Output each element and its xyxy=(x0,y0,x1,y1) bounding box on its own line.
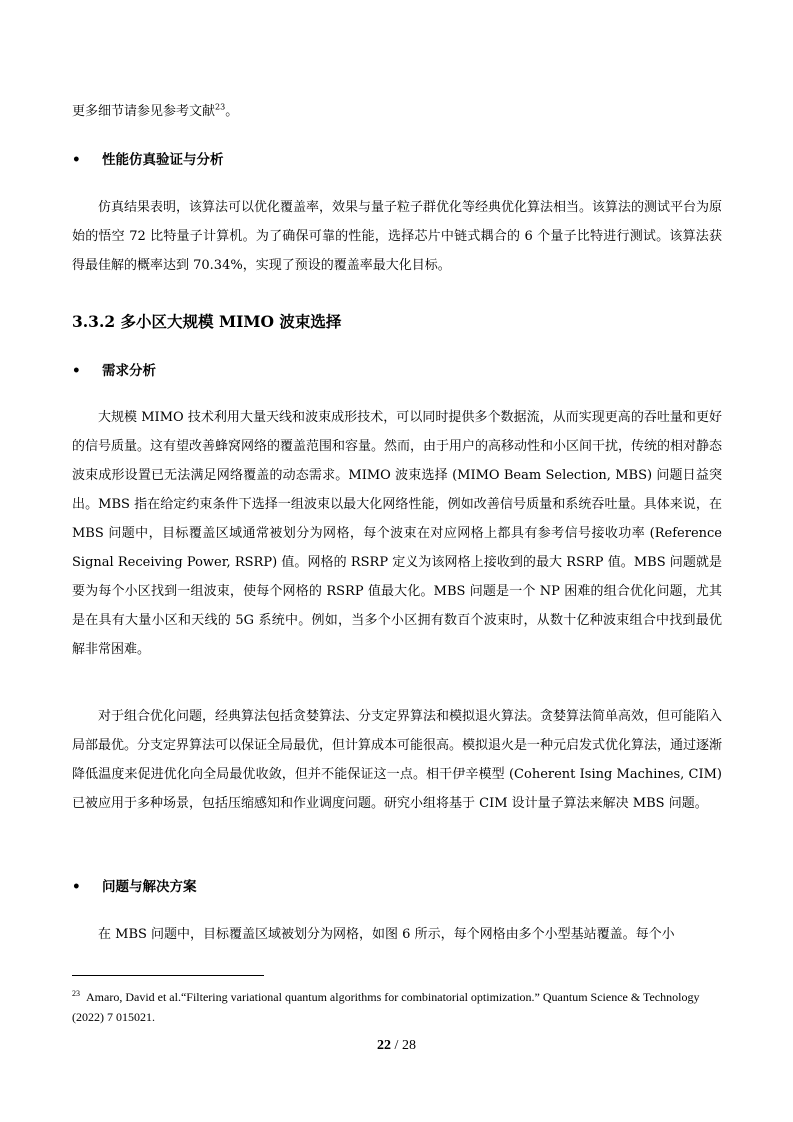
needs-paragraph-1: 大规模 MIMO 技术利用大量天线和波束成形技术，可以同时提供多个数据流，从而实现更高的吞吐量和更好的信号质量。这有望改善蜂窝网络的覆盖范围和容量。然而，由于用户的高移动性和小区间干扰，传统的相对静态波束成形设置已无法满足网络覆盖的动态需求。MIMO 波束选择 (MIMO Beam Selection, MBS) 问题日益突出。MBS 指在给定约束条件下选择一组波束以最大化网络性能，例如改善信号质量和系统吞吐量。具体来说，在 MBS 问题中，目标覆盖区域通常被划分为网格，每个波束在对应网格上都具有参考信号接收功率 (Reference Signal Receiving Power, RSRP) 值。网格的 RSRP 定义为该网格上接收到的最大 RSRP 值。MBS 问题就是要为每个小区找到一组波束，使每个网格的 RSRP 值最大化。MBS 问题是一个 NP 困难的组合优化问题，尤其是在具有大量小区和天线的 5G 系统中。例如，当多个小区拥有数百个波束时，从数十亿种波束组合中找到最优解非常困难。 xyxy=(72,410,723,657)
page-total: 28 xyxy=(401,1038,416,1053)
footnote xyxy=(72,987,722,1027)
page-separator: / xyxy=(391,1038,402,1053)
bullet-needs xyxy=(72,361,722,381)
page-current: 22 xyxy=(377,1038,392,1053)
performance-paragraph: 仿真结果表明，该算法可以优化覆盖率，效果与量子粒子群优化等经典优化算法相当。该算法的测试平台为原始的悟空 72 比特量子计算机。为了确保可靠的性能，选择芯片中链式耦合的 6 个量子比特进行测试。该算法获得最佳解的概率达到 70.34%，实现了预设的覆盖率最大化目标。 xyxy=(72,200,723,273)
bullet-solution xyxy=(72,877,722,897)
intro-text: 更多细节请参见参考文献 xyxy=(72,104,216,119)
footnote-divider xyxy=(72,975,264,976)
section-heading: 3.3.2 多小区大规模 MIMO 波束选择 xyxy=(72,312,342,331)
bullet-title: 需求分析 xyxy=(102,363,156,379)
bullet-title: 性能仿真验证与分析 xyxy=(102,152,224,168)
footnote-mark: 23 xyxy=(72,989,80,998)
footnote-reference[interactable]: 23 xyxy=(215,102,226,112)
needs-paragraph-2: 对于组合优化问题，经典算法包括贪婪算法、分支定界算法和模拟退火算法。贪婪算法简单高效，但可能陷入局部最优。分支定界算法可以保证全局最优，但计算成本可能很高。模拟退火是一种元启发式优化算法，通过逐渐降低温度来促进优化向全局最优收敛，但并不能保证这一点。相干伊辛模型 (Coherent Ising Machines, CIM) 已被应用于多种场景，包括压缩感知和作业调度问题。研究小组将基于 CIM 设计量子算法来解决 MBS 问题。 xyxy=(72,709,723,811)
bullet-dot: • xyxy=(72,363,81,379)
page-number xyxy=(0,1038,793,1054)
bullet-dot: • xyxy=(72,152,81,168)
intro-paragraph xyxy=(72,97,722,126)
intro-tail: 。 xyxy=(225,104,239,119)
bullet-dot: • xyxy=(72,879,81,895)
bullet-performance xyxy=(72,150,722,170)
footnote-text: Amaro, David et al.“Filtering variational quantum algorithms for combinatorial optimization.” Quantum Science & Technology (2022) 7 015021. xyxy=(72,990,700,1024)
solution-paragraph: 在 MBS 问题中，目标覆盖区域被划分为网格，如图 6 所示，每个网格由多个小型基站覆盖。每个小 xyxy=(98,927,675,942)
bullet-title: 问题与解决方案 xyxy=(102,879,197,895)
